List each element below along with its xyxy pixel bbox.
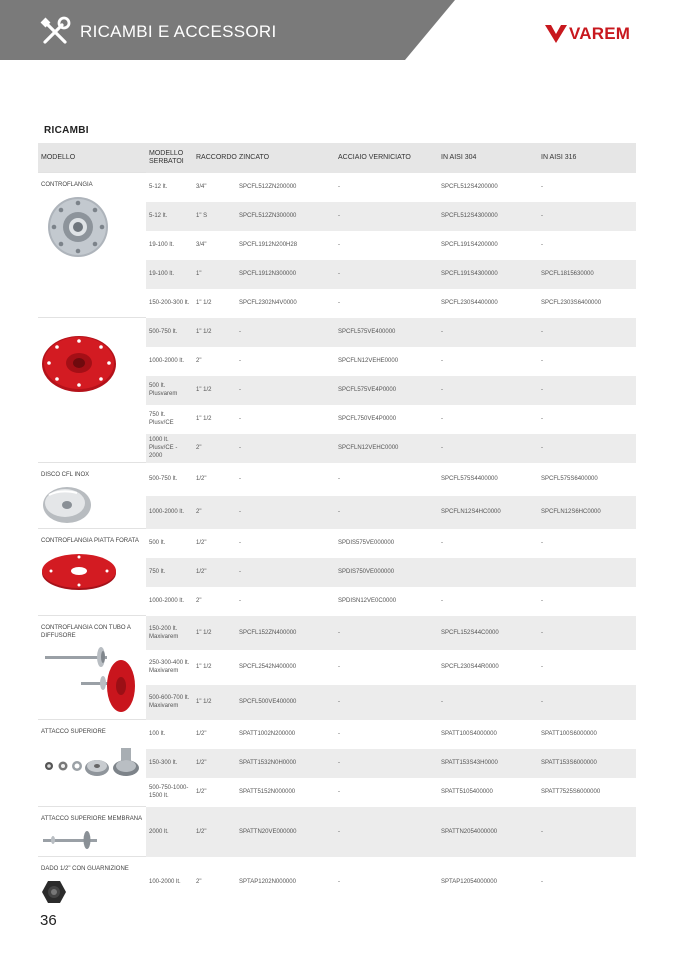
table-cell: SPCFL1912N200H28 bbox=[239, 242, 298, 248]
table-cell bbox=[538, 558, 636, 587]
table-cell: 750 lt. Plusv/CE bbox=[149, 412, 174, 426]
table-cell: - bbox=[338, 731, 340, 737]
table-cell: SPCFL512ZN300000 bbox=[236, 202, 335, 231]
table-cell: 1/2" bbox=[193, 807, 236, 857]
table-cell: 150-200-300 lt. bbox=[149, 300, 190, 306]
table-cell: SPCFL512S4200000 bbox=[441, 184, 498, 190]
table-cell: SPCFL2542N400000 bbox=[239, 664, 297, 671]
table-cell: SPATT1532N0H0000 bbox=[236, 749, 335, 778]
table-cell: - bbox=[538, 616, 636, 651]
table-cell: 3/4" bbox=[196, 184, 207, 190]
zinc-flange-image bbox=[41, 195, 144, 262]
table-cell: 500-600-700 lt. Maxivarem bbox=[146, 685, 193, 720]
model-cell bbox=[38, 318, 146, 463]
model-name: CONTROFLANGIA CON TUBO A DIFFUSORE bbox=[41, 625, 131, 639]
table-cell: - bbox=[236, 434, 335, 463]
table-cell: 2" bbox=[196, 358, 202, 364]
red-flange-image bbox=[41, 332, 144, 399]
table-cell: SPCFL152ZN400000 bbox=[236, 616, 335, 651]
table-cell: 500 lt. Plusvarem bbox=[146, 376, 193, 405]
table-cell: - bbox=[541, 664, 543, 671]
table-cell: SPATT5105400000 bbox=[441, 789, 493, 795]
table-cell: 3/4" bbox=[196, 242, 207, 248]
table-cell: SPCFL512S4300000 bbox=[438, 202, 538, 231]
table-cell: 5-12 lt. bbox=[149, 184, 168, 190]
table-cell: - bbox=[541, 879, 543, 886]
model-cell bbox=[38, 807, 146, 857]
table-cell: SPCFL230S4400000 bbox=[441, 300, 498, 306]
table-cell: 1" 1/2 bbox=[196, 416, 212, 422]
table-cell: - bbox=[338, 242, 340, 248]
table-cell: 1" S bbox=[193, 202, 236, 231]
table-cell: 100 lt. bbox=[149, 731, 166, 737]
table-cell: SPCFLN12VEHE0000 bbox=[338, 358, 399, 364]
table-row bbox=[38, 616, 636, 651]
table-cell: SPATTN2054000000 bbox=[438, 807, 538, 857]
red-plate-image bbox=[41, 551, 144, 594]
header-title: RICAMBI E ACCESSORI bbox=[80, 22, 277, 41]
column-header: IN AISI 304 bbox=[438, 143, 538, 173]
table-cell: - bbox=[335, 616, 438, 651]
table-cell: SPCFL230S44R0000 bbox=[441, 664, 499, 671]
table-cell: - bbox=[239, 416, 241, 422]
table-header-row bbox=[38, 143, 636, 173]
column-header: RACCORDO bbox=[193, 143, 236, 173]
table-cell: - bbox=[438, 685, 538, 720]
table-cell: 1" 1/2 bbox=[193, 318, 236, 347]
table-cell: - bbox=[441, 416, 443, 422]
table-cell: 250-300-400 lt. Maxivarem bbox=[149, 660, 190, 675]
table-cell: 1" 1/2 bbox=[193, 685, 236, 720]
table-cell: - bbox=[335, 260, 438, 289]
table-cell: 2" bbox=[193, 496, 236, 529]
table-cell: - bbox=[541, 242, 543, 248]
table-row bbox=[38, 463, 636, 496]
table-cell: SPATT1002N200000 bbox=[239, 731, 296, 737]
table-cell: 1000-2000 lt. bbox=[146, 496, 193, 529]
page-number: 36 bbox=[40, 912, 57, 929]
table-cell: - bbox=[335, 807, 438, 857]
table-cell: - bbox=[236, 318, 335, 347]
table-cell: SPATT153S43H0000 bbox=[438, 749, 538, 778]
table-cell: 500-750 lt. bbox=[149, 476, 178, 482]
column-header: ZINCATO bbox=[236, 143, 335, 173]
table-row bbox=[38, 807, 636, 857]
table-cell: - bbox=[239, 540, 241, 546]
table-cell: - bbox=[541, 416, 543, 422]
table-cell: SPATT7525S6000000 bbox=[541, 789, 601, 795]
table-cell: 1/2" bbox=[196, 731, 207, 737]
membrane-fitting-image bbox=[41, 829, 144, 856]
table-cell: 1" 1/2 bbox=[193, 376, 236, 405]
table-row bbox=[38, 857, 636, 909]
table-cell: 1/2" bbox=[196, 476, 207, 482]
table-row bbox=[38, 720, 636, 749]
model-cell bbox=[38, 616, 146, 720]
table-cell: 1" bbox=[193, 260, 236, 289]
table-cell: SPCFLN12VEHC0000 bbox=[335, 434, 438, 463]
table-cell: - bbox=[239, 358, 241, 364]
table-cell: 150-300 lt. bbox=[146, 749, 193, 778]
nut-image bbox=[41, 879, 144, 908]
table-cell: 2" bbox=[193, 434, 236, 463]
table-cell: - bbox=[438, 434, 538, 463]
table-cell: 1/2" bbox=[196, 540, 207, 546]
table-cell: 2" bbox=[196, 879, 202, 886]
table-cell: - bbox=[538, 685, 636, 720]
table-cell: 2000 lt. bbox=[146, 807, 193, 857]
table-cell: 19-100 lt. bbox=[146, 260, 193, 289]
section-title: RICAMBI bbox=[44, 125, 89, 136]
table-cell: 1" 1/2 bbox=[196, 664, 212, 671]
column-header: ACCIAIO VERNICIATO bbox=[335, 143, 438, 173]
table-cell: - bbox=[538, 202, 636, 231]
steel-disc-image bbox=[41, 485, 144, 528]
table-cell: - bbox=[338, 789, 340, 795]
table-cell: SPCFL575S4400000 bbox=[441, 476, 498, 482]
table-cell: - bbox=[239, 598, 241, 604]
table-cell: - bbox=[236, 496, 335, 529]
table-cell: - bbox=[538, 807, 636, 857]
table-cell: SPCFL500VE400000 bbox=[236, 685, 335, 720]
table-cell: SPCFL750VE4P0000 bbox=[338, 416, 397, 422]
table-cell: - bbox=[236, 558, 335, 587]
table-cell: 100-2000 lt. bbox=[149, 879, 181, 886]
table-cell: 1000 lt. Plusv/CE - 2000 bbox=[146, 434, 193, 463]
model-name: CONTROFLANGIA PIATTA FORATA bbox=[41, 538, 139, 544]
table-cell: SPCFLN12S4HC0000 bbox=[438, 496, 538, 529]
model-name: DADO 1/2" CON GUARNIZIONE bbox=[41, 866, 129, 872]
table-cell: 1/2" bbox=[193, 749, 236, 778]
table-cell: - bbox=[538, 376, 636, 405]
table-cell: SPCFL191S4200000 bbox=[441, 242, 498, 248]
table-cell: - bbox=[335, 202, 438, 231]
model-cell bbox=[38, 173, 146, 318]
model-name: ATTACCO SUPERIORE bbox=[41, 729, 106, 735]
table-cell: - bbox=[338, 664, 340, 671]
table-cell: SPCFLN12S6HC0000 bbox=[538, 496, 636, 529]
table-cell: SPDIS750VE000000 bbox=[335, 558, 438, 587]
table-cell: SPCFL575VE400000 bbox=[335, 318, 438, 347]
table-row bbox=[38, 318, 636, 347]
table-cell: SPCFL575S6400000 bbox=[541, 476, 598, 482]
table-cell: - bbox=[335, 685, 438, 720]
column-header: MODELLO bbox=[38, 143, 146, 173]
varem-logo-icon bbox=[545, 25, 567, 43]
table-cell: - bbox=[338, 879, 340, 886]
brand-name: VAREM bbox=[569, 24, 631, 43]
table-cell: - bbox=[338, 476, 340, 482]
table-cell: 1000-2000 lt. bbox=[149, 358, 185, 364]
table-cell: - bbox=[239, 476, 241, 482]
table-cell: SPATTN20VE000000 bbox=[236, 807, 335, 857]
table-cell: SPCFL1912N300000 bbox=[236, 260, 335, 289]
table-row bbox=[38, 173, 636, 202]
table-cell: SPATT100S6000000 bbox=[541, 731, 597, 737]
column-header: MODELLO SERBATOI bbox=[146, 143, 193, 173]
table-cell: - bbox=[538, 318, 636, 347]
model-name: CONTROFLANGIA bbox=[41, 182, 93, 188]
model-cell bbox=[38, 720, 146, 807]
table-cell: 500-750 lt. bbox=[146, 318, 193, 347]
table-cell: SPDIS575VE000000 bbox=[338, 540, 395, 546]
table-cell: - bbox=[441, 358, 443, 364]
table-cell: SPCFL2302N4V0000 bbox=[239, 300, 297, 306]
model-cell bbox=[38, 463, 146, 529]
table-cell: SPTAP1202N000000 bbox=[239, 879, 296, 886]
parts-table bbox=[38, 143, 636, 908]
header-bar bbox=[0, 0, 678, 60]
table-cell: SPCFL1815630000 bbox=[538, 260, 636, 289]
table-cell: - bbox=[541, 358, 543, 364]
varem-logo bbox=[545, 22, 630, 46]
table-cell: - bbox=[541, 540, 543, 546]
model-name: ATTACCO SUPERIORE MEMBRANA bbox=[41, 816, 143, 822]
table-cell: 500 lt. bbox=[149, 540, 166, 546]
table-cell: SPCFL2303S6400000 bbox=[541, 300, 602, 306]
table-cell: - bbox=[338, 300, 340, 306]
table-cell: SPATT100S4000000 bbox=[441, 731, 497, 737]
table-cell: 500-750-1000-1500 lt. bbox=[149, 785, 189, 799]
table-cell: - bbox=[538, 434, 636, 463]
table-cell: - bbox=[541, 184, 543, 190]
table-cell: - bbox=[338, 184, 340, 190]
table-cell: - bbox=[441, 540, 443, 546]
table-cell: SPCFL512ZN200000 bbox=[239, 184, 297, 190]
table-cell: SPATT153S6000000 bbox=[538, 749, 636, 778]
top-fitting-image bbox=[41, 742, 144, 785]
table-cell: SPTAP12054000000 bbox=[441, 879, 497, 886]
table-row bbox=[38, 529, 636, 558]
table-cell: SPCFL152S44C0000 bbox=[438, 616, 538, 651]
table-cell bbox=[438, 558, 538, 587]
table-cell: 1" 1/2 bbox=[196, 300, 212, 306]
table-cell: 2" bbox=[196, 598, 202, 604]
table-cell: 1000-2000 lt. bbox=[149, 598, 185, 604]
model-name: DISCO CFL INOX bbox=[41, 472, 90, 478]
table-cell: 1/2" bbox=[196, 789, 207, 795]
table-cell: 1/2" bbox=[193, 558, 236, 587]
table-cell: 150-200 lt. Maxivarem bbox=[146, 616, 193, 651]
table-cell: 5-12 lt. bbox=[146, 202, 193, 231]
model-cell bbox=[38, 529, 146, 616]
table-cell: - bbox=[438, 376, 538, 405]
diffuser-tube-image bbox=[41, 646, 144, 719]
table-cell: - bbox=[335, 496, 438, 529]
table-cell: 750 lt. bbox=[146, 558, 193, 587]
table-cell: SPCFL191S4300000 bbox=[438, 260, 538, 289]
table-cell: - bbox=[438, 318, 538, 347]
tools-icon bbox=[38, 15, 72, 49]
table-cell: - bbox=[441, 598, 443, 604]
table-cell: 19-100 lt. bbox=[149, 242, 175, 248]
table-cell: SPATT5152N000000 bbox=[239, 789, 296, 795]
table-cell: 1" 1/2 bbox=[193, 616, 236, 651]
table-cell: - bbox=[236, 376, 335, 405]
table-cell: - bbox=[541, 598, 543, 604]
table-cell: - bbox=[335, 749, 438, 778]
table-cell: SPCFL575VE4P0000 bbox=[335, 376, 438, 405]
table-cell: SPDISN12VE0C0000 bbox=[338, 598, 397, 604]
model-cell bbox=[38, 857, 146, 909]
column-header: IN AISI 316 bbox=[538, 143, 636, 173]
